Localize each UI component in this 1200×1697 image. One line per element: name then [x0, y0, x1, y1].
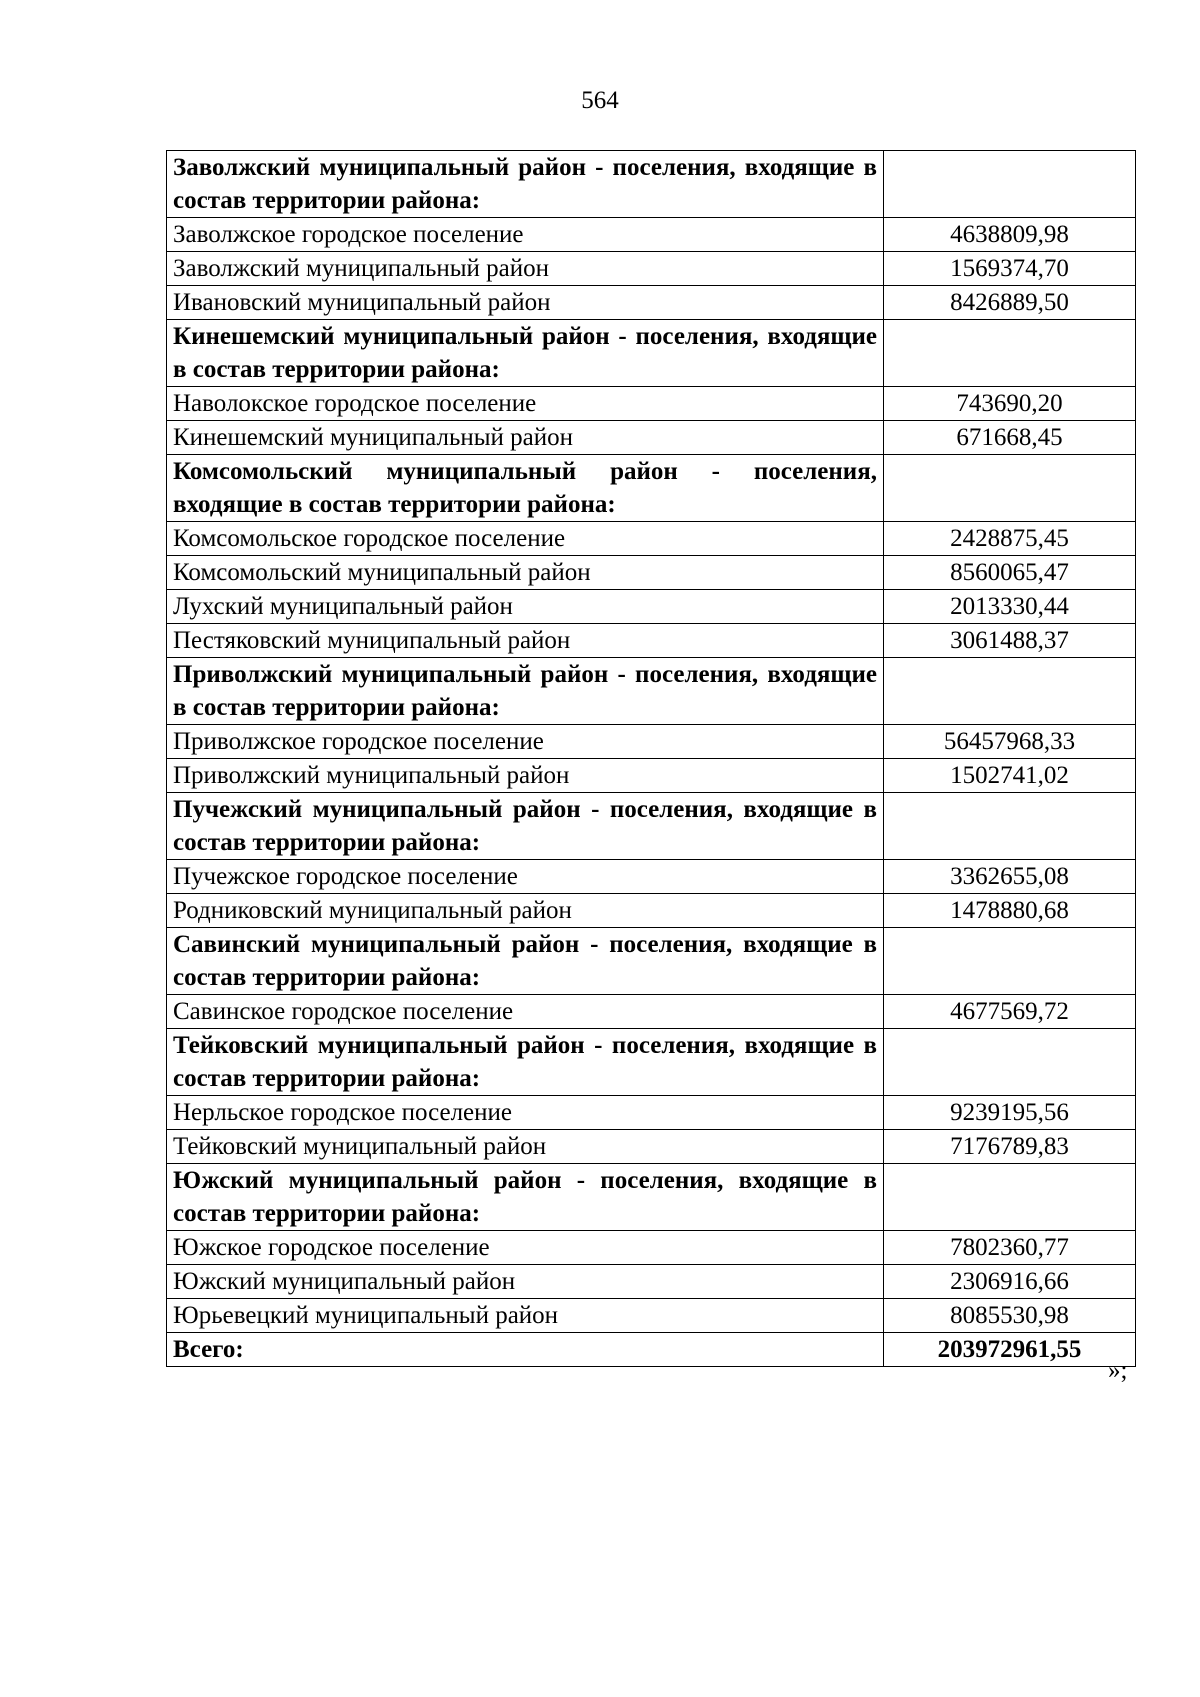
amount-value: 3061488,37	[884, 624, 1136, 658]
amount-value: 2013330,44	[884, 590, 1136, 624]
amount-value	[884, 455, 1136, 522]
municipality-name: Пестяковский муниципальный район	[167, 624, 884, 658]
table-row	[167, 1231, 1136, 1265]
table-row	[167, 1265, 1136, 1299]
amount-value: 7176789,83	[884, 1130, 1136, 1164]
municipality-name: Заволжский муниципальный район	[167, 252, 884, 286]
amount-value: 743690,20	[884, 387, 1136, 421]
table-row	[167, 1130, 1136, 1164]
group-name: Кинешемский муниципальный район - поселения, входящие в состав территории района:	[167, 320, 884, 387]
group-header-row	[167, 1164, 1136, 1231]
table-row	[167, 286, 1136, 320]
group-header-row	[167, 320, 1136, 387]
group-header-row	[167, 455, 1136, 522]
table-row	[167, 522, 1136, 556]
amount-value	[884, 320, 1136, 387]
table-row	[167, 218, 1136, 252]
amount-value	[884, 151, 1136, 218]
table-row	[167, 1299, 1136, 1333]
budget-table	[166, 150, 1136, 1367]
table-row	[167, 421, 1136, 455]
amount-value: 1502741,02	[884, 759, 1136, 793]
group-header-row	[167, 658, 1136, 725]
municipality-name: Южский муниципальный район	[167, 1265, 884, 1299]
table-row	[167, 725, 1136, 759]
municipality-name: Пучежское городское поселение	[167, 860, 884, 894]
amount-value: 8426889,50	[884, 286, 1136, 320]
municipality-name: Ивановский муниципальный район	[167, 286, 884, 320]
municipality-name: Приволжское городское поселение	[167, 725, 884, 759]
group-name: Пучежский муниципальный район - поселения, входящие в состав территории района:	[167, 793, 884, 860]
group-name: Заволжский муниципальный район - поселения, входящие в состав территории района:	[167, 151, 884, 218]
amount-value: 671668,45	[884, 421, 1136, 455]
total-label: Всего:	[167, 1333, 884, 1367]
closing-quote-mark: »;	[1108, 1357, 1128, 1384]
group-name: Южский муниципальный район - поселения, входящие в состав территории района:	[167, 1164, 884, 1231]
table-row	[167, 1096, 1136, 1130]
group-header-row	[167, 928, 1136, 995]
table-row	[167, 387, 1136, 421]
group-name: Тейковский муниципальный район - поселения, входящие в состав территории района:	[167, 1029, 884, 1096]
amount-value: 1569374,70	[884, 252, 1136, 286]
group-header-row	[167, 793, 1136, 860]
amount-value	[884, 928, 1136, 995]
group-header-row	[167, 1029, 1136, 1096]
amount-value: 8085530,98	[884, 1299, 1136, 1333]
municipality-name: Савинское городское поселение	[167, 995, 884, 1029]
amount-value: 7802360,77	[884, 1231, 1136, 1265]
amount-value: 9239195,56	[884, 1096, 1136, 1130]
municipality-name: Южское городское поселение	[167, 1231, 884, 1265]
table-row	[167, 894, 1136, 928]
municipality-name: Заволжское городское поселение	[167, 218, 884, 252]
municipality-name: Тейковский муниципальный район	[167, 1130, 884, 1164]
group-header-row	[167, 151, 1136, 218]
page-number: 564	[581, 87, 619, 114]
municipality-name: Родниковский муниципальный район	[167, 894, 884, 928]
table-row	[167, 556, 1136, 590]
amount-value	[884, 1029, 1136, 1096]
municipality-name: Комсомольский муниципальный район	[167, 556, 884, 590]
total-row	[167, 1333, 1136, 1367]
amount-value: 3362655,08	[884, 860, 1136, 894]
amount-value: 8560065,47	[884, 556, 1136, 590]
municipality-name: Нерльское городское поселение	[167, 1096, 884, 1130]
amount-value: 4677569,72	[884, 995, 1136, 1029]
table-row	[167, 590, 1136, 624]
municipality-name: Кинешемский муниципальный район	[167, 421, 884, 455]
amount-value: 1478880,68	[884, 894, 1136, 928]
table-row	[167, 252, 1136, 286]
table-row	[167, 624, 1136, 658]
amount-value	[884, 658, 1136, 725]
amount-value: 2428875,45	[884, 522, 1136, 556]
amount-value: 56457968,33	[884, 725, 1136, 759]
amount-value	[884, 1164, 1136, 1231]
total-value: 203972961,55	[884, 1333, 1136, 1367]
group-name: Приволжский муниципальный район - поселения, входящие в состав территории района:	[167, 658, 884, 725]
amount-value: 2306916,66	[884, 1265, 1136, 1299]
table-row	[167, 860, 1136, 894]
group-name: Савинский муниципальный район - поселения, входящие в состав территории района:	[167, 928, 884, 995]
municipality-name: Наволокское городское поселение	[167, 387, 884, 421]
group-name: Комсомольский муниципальный район - поселения, входящие в состав территории района:	[167, 455, 884, 522]
amount-value	[884, 793, 1136, 860]
municipality-name: Приволжский муниципальный район	[167, 759, 884, 793]
municipality-name: Комсомольское городское поселение	[167, 522, 884, 556]
municipality-name: Лухский муниципальный район	[167, 590, 884, 624]
municipality-name: Юрьевецкий муниципальный район	[167, 1299, 884, 1333]
table-row	[167, 995, 1136, 1029]
table-body	[167, 151, 1136, 1367]
table-row	[167, 759, 1136, 793]
amount-value: 4638809,98	[884, 218, 1136, 252]
